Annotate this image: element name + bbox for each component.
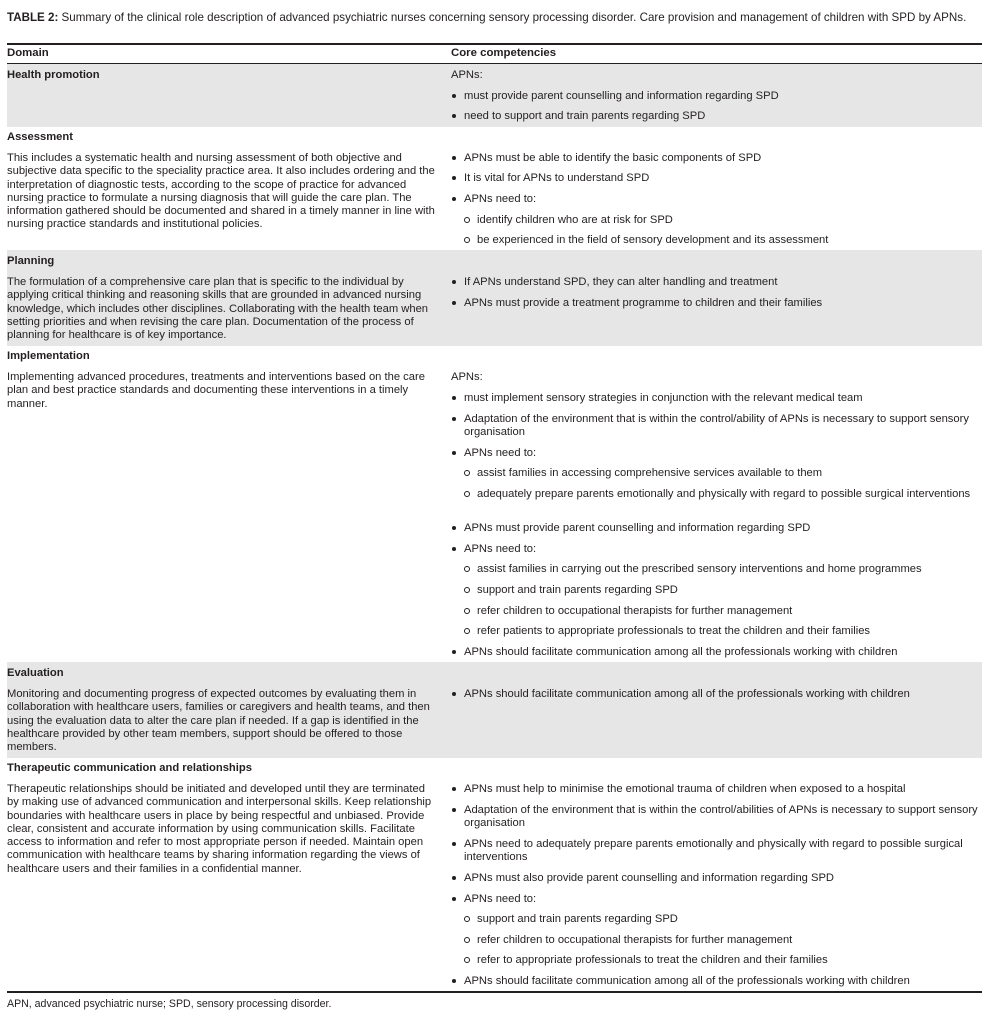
bullet-icon [451,447,457,460]
bullet-icon [451,975,457,988]
sub-bullet-icon [464,954,471,967]
implementation-subitem: refer patients to appropriate professionals to treat the children and their families [477,625,871,637]
implementation-item: APNs should facilitate communication among all the professionals working with children [464,646,898,658]
implementation-subitem: support and train parents regarding SPD [477,584,678,596]
bullet-icon [451,413,457,426]
competencies-column-header: Core competencies [451,47,557,59]
sub-bullet-icon [464,563,471,576]
bottom-rule [7,991,982,993]
assessment-subitem: be experienced in the field of sensory development and its assessment [477,234,829,246]
assessment-item: APNs need to: [464,193,537,205]
health-promotion-title: Health promotion [7,69,100,81]
therapeutic-subitem: refer children to occupational therapists for further management [477,934,793,946]
implementation-description: Implementing advanced procedures, treatments and interventions based on the care plan and best practice standards and documenting these interventions in a timely manner. [7,371,425,410]
health-promotion-item: need to support and train parents regarding SPD [464,110,706,122]
bullet-icon [451,90,457,103]
therapeutic-subitem: refer to appropriate professionals to treat the children and their families [477,954,828,966]
evaluation-description: Monitoring and documenting progress of expected outcomes by evaluating them in collaboration with healthcare users, families or caregivers and health teams, and then using the evaluation data to alter the care plan if needed. If a gap is identified in the healthcare provided by other team members, support should be offered to those members. [7,688,430,754]
sub-bullet-icon [464,234,471,247]
sub-bullet-icon [464,625,471,638]
sub-bullet-icon [464,467,471,480]
therapeutic-title: Therapeutic communication and relationships [7,762,252,774]
assessment-subitem: identify children who are at risk for SPD [477,214,673,226]
planning-description: The formulation of a comprehensive care plan that is specific to the individual by applying critical thinking and reasoning skills that are grounded in advanced nursing knowledge, which includes other disciplines. Collaborating with the health team when setting priorities and when revising the care plan. Documentation of the process of planning for healthcare is of key importance. [7,276,429,342]
bullet-icon [451,522,457,535]
therapeutic-item: Adaptation of the environment that is within the control/abilities of APNs is necessary to support sensory organisation [464,804,978,829]
health-promotion-item: must provide parent counselling and information regarding SPD [464,90,779,102]
sub-bullet-icon [464,605,471,618]
implementation-item: APNs need to: [464,543,537,555]
bullet-icon [451,783,457,796]
bullet-icon [451,543,457,556]
table-caption-label: TABLE 2: [7,11,59,24]
therapeutic-item: APNs should facilitate communication among all of the professionals working with children [464,975,910,987]
sub-bullet-icon [464,934,471,947]
implementation-subitem: refer children to occupational therapists for further management [477,605,793,617]
therapeutic-item: APNs need to adequately prepare parents emotionally and physically with regard to possible surgical interventions [464,838,963,863]
implementation-lead: APNs: [451,371,483,383]
top-rule [7,43,982,45]
bullet-icon [451,646,457,659]
table-caption-text: Summary of the clinical role description of advanced psychiatric nurses concerning sensory processing disorder. Care provision and management of children with SPD by APNs. [58,11,967,24]
implementation-item: APNs need to: [464,447,537,459]
domain-column-header: Domain [7,47,49,59]
bullet-icon [451,297,457,310]
therapeutic-subitem: support and train parents regarding SPD [477,913,678,925]
bullet-icon [451,276,457,289]
assessment-item: It is vital for APNs to understand SPD [464,172,650,184]
therapeutic-item: APNs must help to minimise the emotional trauma of children when exposed to a hospital [464,783,906,795]
therapeutic-description: Therapeutic relationships should be initiated and developed until they are terminated by making use of advanced communication and interpersonal skills. Keep relationship boundaries with healthcare users in place by being respectful and unbiased. Provide clear, consistent and accurate information by using communication skills. Facilitate access to information and refer to most appropriate person if needed. Maintain open communication with healthcare teams by sharing information regarding the views of healthcare users and their families in a confidential manner. [7,783,432,875]
planning-item: If APNs understand SPD, they can alter handling and treatment [464,276,778,288]
bullet-icon [451,392,457,405]
table-footnote: APN, advanced psychiatric nurse; SPD, sensory processing disorder. [7,998,332,1010]
bullet-icon [451,688,457,701]
planning-item: APNs must provide a treatment programme to children and their families [464,297,823,309]
health-promotion-lead: APNs: [451,69,483,81]
evaluation-item: APNs should facilitate communication among all of the professionals working with children [464,688,910,700]
planning-title: Planning [7,255,55,267]
implementation-item: must implement sensory strategies in conjunction with the relevant medical team [464,392,863,404]
table-caption [7,11,987,25]
assessment-description: This includes a systematic health and nursing assessment of both objective and subjective data specific to the speciality practice area. It also includes ordering and the interpretation of diagnostic tests, according to the scope of practice for advanced nursing practice to formulate a nursing diagnosis that will guide the care plan. The information gathered should be documented and shared in a timely manner in line with nursing practice standards and institutional policies. [7,152,435,231]
therapeutic-item: APNs must also provide parent counselling and information regarding SPD [464,872,835,884]
assessment-item: APNs must be able to identify the basic components of SPD [464,152,762,164]
implementation-subitem: adequately prepare parents emotionally and physically with regard to possible surgical interventions [477,488,971,500]
bullet-icon [451,893,457,906]
sub-bullet-icon [464,913,471,926]
bullet-icon [451,110,457,123]
bullet-icon [451,193,457,206]
implementation-subitem: assist families in accessing comprehensive services available to them [477,467,823,479]
sub-bullet-icon [464,488,471,501]
bullet-icon [451,152,457,165]
implementation-item: Adaptation of the environment that is within the control/ability of APNs is necessary to support sensory organisation [464,413,969,438]
sub-bullet-icon [464,214,471,227]
sub-bullet-icon [464,584,471,597]
implementation-subitem: assist families in carrying out the prescribed sensory interventions and home programmes [477,563,922,575]
assessment-title: Assessment [7,131,73,143]
bullet-icon [451,172,457,185]
evaluation-title: Evaluation [7,667,64,679]
bullet-icon [451,838,457,851]
bullet-icon [451,804,457,817]
bullet-icon [451,872,457,885]
implementation-item: APNs must provide parent counselling and information regarding SPD [464,522,811,534]
therapeutic-item: APNs need to: [464,893,537,905]
implementation-title: Implementation [7,350,90,362]
